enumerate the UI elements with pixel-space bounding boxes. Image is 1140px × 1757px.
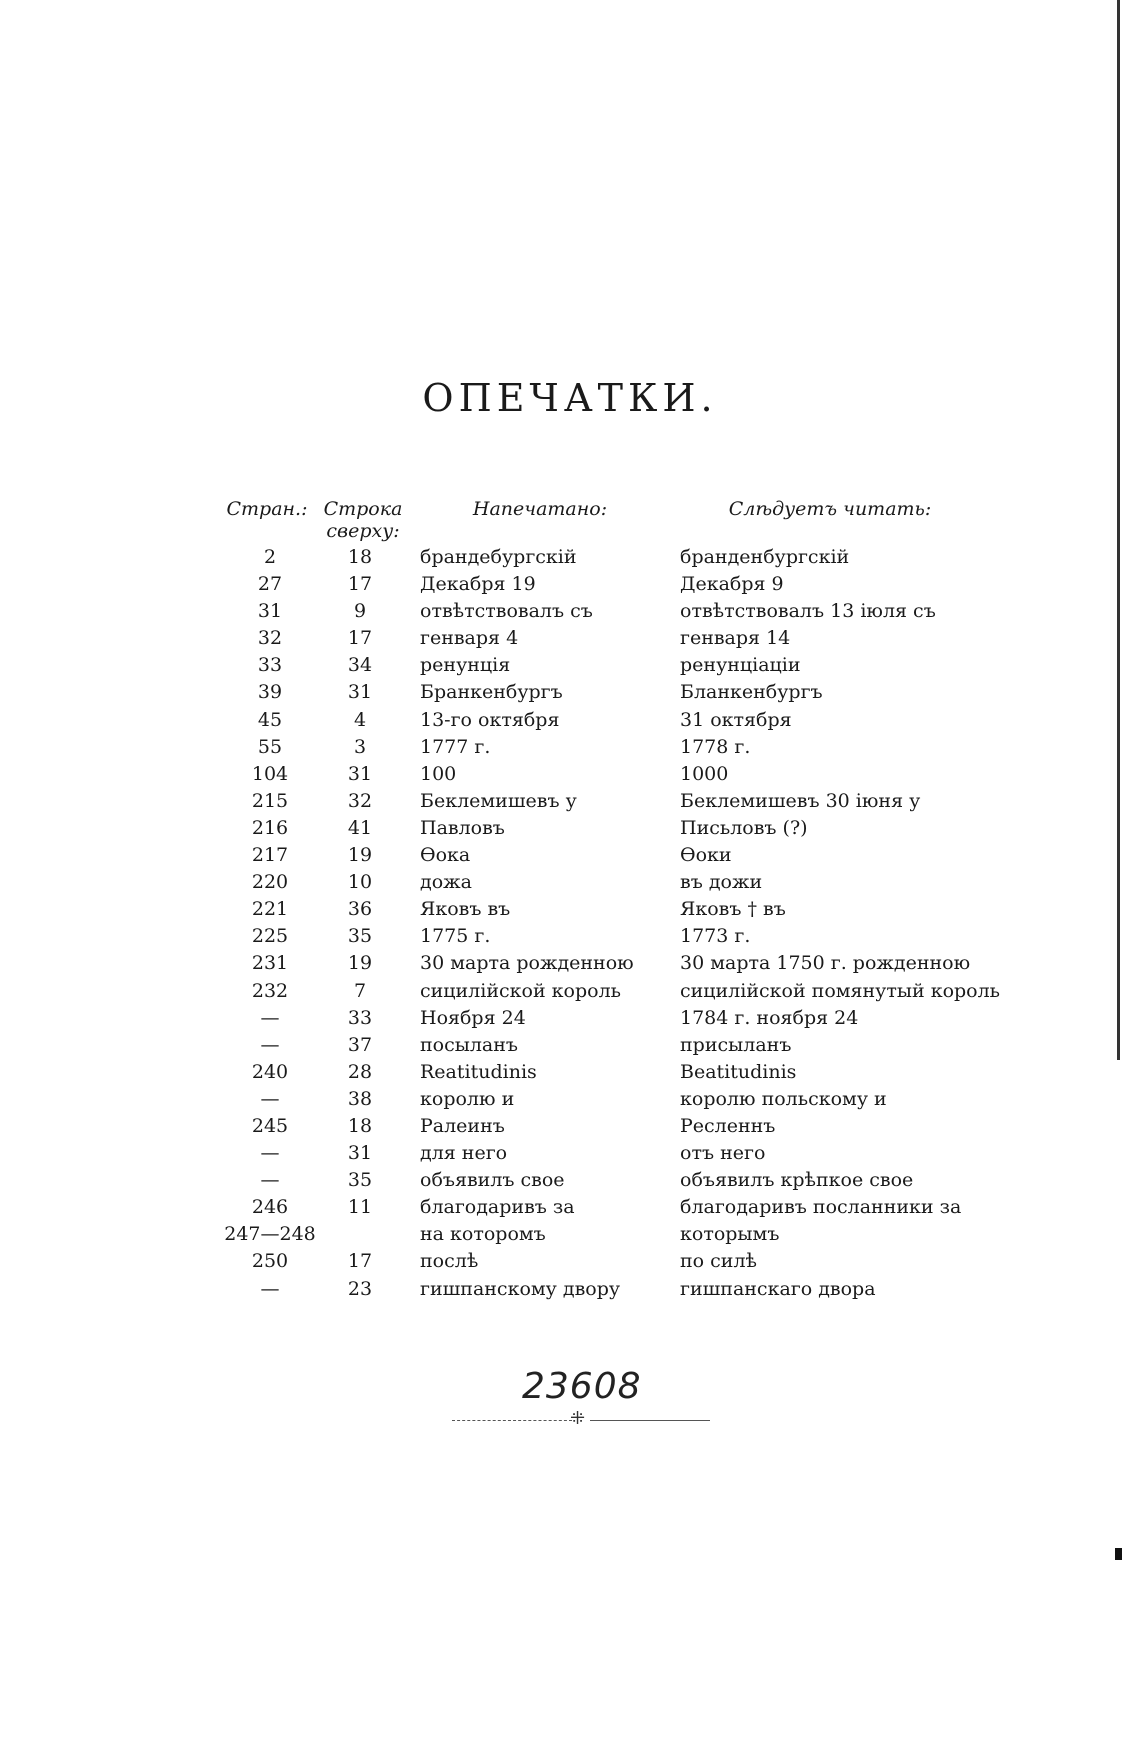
table-row [0,1167,1140,1194]
table-row [0,869,1140,896]
cell-page: — [260,1277,280,1300]
cell-line: 19 [347,952,373,975]
cell-read: Ресленнъ [680,1114,776,1137]
cell-line: 32 [347,789,373,812]
cell-printed: дожа [420,871,472,894]
cell-printed: отвѣтствовалъ съ [420,600,593,623]
cell-line: 18 [347,1114,373,1137]
cell-printed: объявилъ свое [420,1169,565,1192]
cell-read: 31 октября [680,708,792,731]
cell-printed: на которомъ [420,1223,546,1246]
table-row [0,1113,1140,1140]
cell-printed: 100 [420,762,457,785]
cell-page: 225 [251,925,289,948]
rule-right [590,1420,710,1421]
cell-page: — [260,1142,280,1165]
table-row [0,598,1140,625]
inventory-number: 23608 [522,1366,642,1407]
cell-printed: брандебургскій [420,546,577,568]
table-row [0,1248,1140,1275]
header-read: Слѣдуетъ читать: [728,498,932,520]
cell-page: — [260,1087,280,1110]
cell-read: 1000 [680,762,729,785]
cell-read: Бланкенбургъ [680,681,823,704]
cell-read: Беклемишевъ 30 іюня у [680,789,921,812]
table-row [0,1005,1140,1032]
cell-line: 17 [347,1250,373,1273]
table-row [0,679,1140,706]
cell-printed: гишпанскому двору [420,1277,621,1300]
cell-page: 33 [257,654,283,677]
cell-line: 9 [353,600,367,623]
cell-read: 1784 г. ноября 24 [680,1006,859,1029]
cell-read: 1773 г. [680,925,751,948]
cell-line: 35 [347,925,373,948]
cell-page: 250 [251,1250,289,1273]
cell-read: Декабря 9 [680,573,784,596]
cell-read: отъ него [680,1142,766,1165]
cell-page: 55 [257,735,283,758]
cell-line: 19 [347,844,373,867]
cell-printed: Павловъ [420,816,505,839]
table-row [0,923,1140,950]
table-row [0,950,1140,977]
cell-line: 41 [347,816,373,839]
table-row [0,1276,1140,1303]
cell-read: которымъ [680,1223,780,1246]
cell-printed: Декабря 19 [420,573,536,596]
cell-printed: Reatitudinis [420,1060,537,1083]
cell-read: Ѳоки [680,844,732,867]
cell-page: 231 [251,952,289,975]
cell-page: 246 [251,1196,289,1219]
cell-line: 11 [347,1196,373,1219]
cell-printed: ренунція [420,654,511,677]
cell-read: ренунціаціи [680,654,801,677]
cell-page: 45 [257,708,283,731]
cell-printed: послѣ [420,1250,479,1273]
table-row [0,734,1140,761]
cell-printed: 13-го октября [420,708,560,731]
cell-page: 232 [251,979,289,1002]
cell-line: 4 [353,708,367,731]
cell-line: 10 [347,871,373,894]
cell-printed: для него [420,1142,508,1165]
cell-page: 216 [251,816,289,839]
cell-printed: Ѳока [420,844,471,867]
cell-read: Beatitudinis [680,1060,797,1083]
cell-read: сицилійской помянутый король [680,979,1001,1002]
table-row [0,896,1140,923]
cell-printed: 1777 г. [420,735,491,758]
cell-line: 18 [347,546,373,568]
scan-mark [1115,1548,1122,1560]
rule-ornament-icon: ⁜ [570,1408,586,1429]
cell-page: 27 [257,573,283,596]
cell-page: 221 [251,898,289,921]
cell-line: 34 [347,654,373,677]
cell-printed: сицилійской король [420,979,621,1002]
cell-read: благодаривъ посланники за [680,1196,962,1219]
cell-read: королю польскому и [680,1087,887,1110]
table-row [0,625,1140,652]
cell-line: 23 [347,1277,373,1300]
cell-line: 33 [347,1006,373,1029]
cell-printed: генваря 4 [420,627,519,650]
rule-left [452,1420,572,1421]
cell-line: 31 [347,762,373,785]
cell-line: 37 [347,1033,373,1056]
header-printed: Напечатано: [472,498,608,520]
cell-line: 36 [347,898,373,921]
cell-printed: Ноября 24 [420,1006,526,1029]
cell-printed: Бранкенбургъ [420,681,563,704]
page-title: ОПЕЧАТКИ. [422,376,718,420]
cell-read: объявилъ крѣпкое свое [680,1169,914,1192]
cell-page: 2 [263,546,277,568]
table-row [0,1194,1140,1221]
cell-page: 39 [257,681,283,704]
cell-read: гишпанскаго двора [680,1277,876,1300]
cell-line: 17 [347,573,373,596]
cell-page: 104 [251,762,289,785]
table-row [0,707,1140,734]
errata-table [0,544,1140,1303]
cell-read: Письловъ (?) [680,816,808,839]
cell-printed: 1775 г. [420,925,491,948]
cell-read: бранденбургскій [680,546,850,568]
cell-line: 3 [353,735,367,758]
header-line: Строка сверху: [323,498,403,542]
table-row [0,1032,1140,1059]
cell-page: 31 [257,600,283,623]
cell-line: 38 [347,1087,373,1110]
cell-page: 240 [251,1060,289,1083]
cell-line: 31 [347,681,373,704]
cell-line: 31 [347,1142,373,1165]
cell-line: 28 [347,1060,373,1083]
cell-read: Яковъ † въ [680,898,786,921]
cell-read: генваря 14 [680,627,791,650]
table-row [0,978,1140,1005]
cell-printed: посыланъ [420,1033,519,1056]
cell-page: 245 [251,1114,289,1137]
cell-page: — [260,1169,280,1192]
table-row [0,1086,1140,1113]
cell-printed: Яковъ въ [420,898,511,921]
cell-page: — [260,1033,280,1056]
cell-printed: благодаривъ за [420,1196,575,1219]
table-row [0,1059,1140,1086]
table-row [0,1140,1140,1167]
table-row [0,788,1140,815]
cell-printed: Ралеинъ [420,1114,505,1137]
cell-printed: Беклемишевъ у [420,789,577,812]
cell-line: 17 [347,627,373,650]
cell-page: 215 [251,789,289,812]
cell-line: 7 [353,979,367,1002]
cell-read: 30 марта 1750 г. рожденною [680,952,971,975]
table-row [0,652,1140,679]
table-row [0,571,1140,598]
cell-page: 217 [251,844,289,867]
cell-line: 35 [347,1169,373,1192]
table-row [0,761,1140,788]
table-row [0,842,1140,869]
cell-read: присыланъ [680,1033,792,1056]
table-row [0,815,1140,842]
cell-printed: королю и [420,1087,515,1110]
table-row [0,544,1140,571]
cell-read: отвѣтствовалъ 13 іюля съ [680,600,936,623]
cell-printed: 30 марта рожденною [420,952,634,975]
cell-page: 220 [251,871,289,894]
cell-read: 1778 г. [680,735,751,758]
table-row [0,1221,1140,1248]
cell-page: — [260,1006,280,1029]
cell-read: въ дожи [680,871,763,894]
header-page: Стран.: [226,498,308,520]
cell-read: по силѣ [680,1250,757,1273]
cell-page: 32 [257,627,283,650]
cell-page: 247—248 [224,1223,316,1246]
